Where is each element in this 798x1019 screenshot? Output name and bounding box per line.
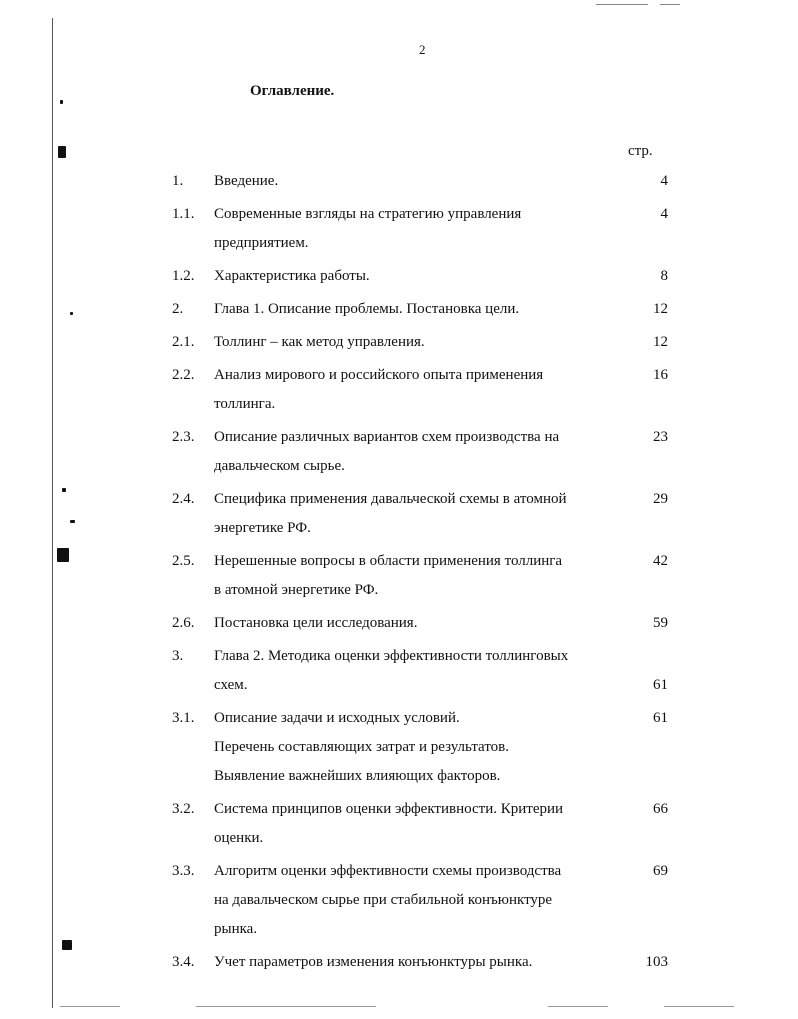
- toc-entry-number: 2.6.: [172, 615, 195, 631]
- toc-entry-page-column: [620, 361, 668, 390]
- toc-entry-page-column: [620, 857, 668, 886]
- scan-speck: [70, 520, 75, 523]
- toc-entry-title-line: Специфика применения давальческой схемы в атомной: [214, 491, 567, 507]
- toc-entry-title-line: Перечень составляющих затрат и результатов.: [214, 739, 510, 755]
- toc-entry-number: 2.2.: [172, 367, 195, 383]
- toc-entry-title-line: Выявление важнейших влияющих факторов.: [214, 768, 501, 784]
- toc-entry: [172, 423, 668, 481]
- toc-entry-number: 1.: [172, 173, 184, 189]
- toc-entry-title-line: рынка.: [214, 921, 258, 937]
- toc-entry: [172, 609, 668, 638]
- toc-entry-title-line: в атомной энергетике РФ.: [214, 582, 379, 598]
- toc-entry-page-column: [620, 795, 668, 824]
- toc-entry-page: 61: [653, 677, 668, 693]
- toc-entry: [172, 642, 668, 700]
- toc-entry-title-line: Описание различных вариантов схем производства на: [214, 429, 560, 445]
- toc-entry-page: 66: [653, 801, 668, 817]
- toc-entry-number: 3.4.: [172, 954, 195, 970]
- toc-entry-number: 3.: [172, 648, 184, 664]
- toc-entry-number: 1.1.: [172, 206, 195, 222]
- toc-entry: [172, 547, 668, 605]
- toc-entry-number: 3.3.: [172, 863, 195, 879]
- toc-entry-title: [214, 857, 620, 944]
- toc-entry-title-line: Толлинг – как метод управления.: [214, 334, 425, 350]
- toc-entry: [172, 200, 668, 258]
- scan-speck: [58, 146, 66, 158]
- toc-entry-title-line: давальческом сырье.: [214, 458, 345, 474]
- toc-entry-number: 3.1.: [172, 710, 195, 726]
- toc-entry-page: 103: [645, 954, 668, 970]
- toc-entry: [172, 328, 668, 357]
- table-of-contents: [172, 167, 668, 981]
- toc-entry-page-column: [620, 609, 668, 638]
- toc-entry-page: [620, 642, 668, 671]
- toc-entry-title: [214, 948, 620, 977]
- toc-entry-title: [214, 200, 620, 258]
- toc-entry-page-column: [620, 262, 668, 291]
- toc-entry-page: 12: [653, 334, 668, 350]
- toc-entry-title-line: оценки.: [214, 830, 264, 846]
- toc-entry-page-column: [620, 948, 668, 977]
- toc-entry-page-column: [620, 295, 668, 324]
- scan-edge-line-bottom: [548, 1006, 608, 1007]
- scan-speck: [70, 312, 73, 315]
- toc-entry-page: 8: [660, 268, 668, 284]
- toc-entry-page: 23: [653, 429, 668, 445]
- toc-entry-title: [214, 295, 620, 324]
- toc-entry: [172, 262, 668, 291]
- toc-entry-title: [214, 642, 620, 700]
- toc-entry-title: [214, 609, 620, 638]
- toc-entry-title-line: Введение.: [214, 173, 279, 189]
- scan-edge-line-bottom: [196, 1006, 376, 1007]
- toc-entry-page-column: [620, 167, 668, 196]
- toc-entry-title-line: Описание задачи и исходных условий.: [214, 710, 460, 726]
- toc-entry-page: 61: [653, 710, 668, 726]
- scan-edge-line-top: [596, 4, 648, 5]
- toc-entry-title: [214, 485, 620, 543]
- toc-entry-page-column: [620, 485, 668, 514]
- toc-entry-title-line: Глава 2. Методика оценки эффективности толлинговых: [214, 648, 569, 664]
- toc-entry-title-line: толлинга.: [214, 396, 276, 412]
- toc-entry-title-line: Учет параметров изменения конъюнктуры рынка.: [214, 954, 533, 970]
- toc-entry-title-line: Система принципов оценки эффективности. Критерии: [214, 801, 564, 817]
- toc-entry: [172, 295, 668, 324]
- toc-entry-number: 2.1.: [172, 334, 195, 350]
- toc-entry-page-column: [620, 642, 668, 700]
- toc-entry-number: 2.5.: [172, 553, 195, 569]
- toc-entry-page: 12: [653, 301, 668, 317]
- scan-edge-line-bottom: [60, 1006, 120, 1007]
- toc-entry: [172, 361, 668, 419]
- toc-entry-title: [214, 262, 620, 291]
- toc-entry-title: [214, 328, 620, 357]
- toc-entry-page-column: [620, 200, 668, 229]
- toc-entry-page-column: [620, 423, 668, 452]
- toc-entry-page: 69: [653, 863, 668, 879]
- toc-entry-title-line: Алгоритм оценки эффективности схемы производства: [214, 863, 562, 879]
- toc-entry-page: 29: [653, 491, 668, 507]
- scan-speck: [62, 488, 66, 492]
- toc-entry-page: 4: [660, 206, 668, 222]
- scan-speck: [62, 940, 72, 950]
- toc-entry-number: 3.2.: [172, 801, 195, 817]
- toc-entry-title: [214, 704, 620, 791]
- toc-entry-number: 1.2.: [172, 268, 195, 284]
- toc-entry-page-column: [620, 704, 668, 733]
- toc-entry-page: 42: [653, 553, 668, 569]
- scan-edge-line-top: [660, 4, 680, 5]
- toc-entry-title: [214, 423, 620, 481]
- toc-entry-page: 4: [660, 173, 668, 189]
- toc-entry-title-line: Нерешенные вопросы в области применения толлинга: [214, 553, 563, 569]
- toc-entry-title-line: Характеристика работы.: [214, 268, 370, 284]
- toc-entry-page-column: [620, 547, 668, 576]
- toc-entry-title-line: предприятием.: [214, 235, 309, 251]
- toc-entry-title-line: Анализ мирового и российского опыта применения: [214, 367, 544, 383]
- toc-entry-title-line: Современные взгляды на стратегию управления: [214, 206, 522, 222]
- toc-entry: [172, 704, 668, 791]
- toc-entry: [172, 948, 668, 977]
- toc-entry-title: [214, 167, 620, 196]
- toc-entry: [172, 167, 668, 196]
- toc-entry: [172, 485, 668, 543]
- toc-entry-title: [214, 795, 620, 853]
- toc-title: Оглавление.: [250, 83, 335, 99]
- toc-entry-title-line: энергетике РФ.: [214, 520, 311, 536]
- toc-entry: [172, 795, 668, 853]
- toc-entry-title: [214, 361, 620, 419]
- toc-entry-title-line: схем.: [214, 677, 248, 693]
- toc-entry-page-column: [620, 328, 668, 357]
- toc-entry-title: [214, 547, 620, 605]
- scan-speck: [60, 100, 63, 104]
- toc-entry-number: 2.4.: [172, 491, 195, 507]
- toc-entry-page: 16: [653, 367, 668, 383]
- toc-entry-title-line: на давальческом сырье при стабильной конъюнктуре: [214, 892, 553, 908]
- scan-edge-line-bottom: [664, 1006, 734, 1007]
- toc-entry-number: 2.3.: [172, 429, 195, 445]
- scan-speck: [57, 548, 69, 562]
- toc-entry: [172, 857, 668, 944]
- toc-entry-page: 59: [653, 615, 668, 631]
- page-column-header: стр.: [628, 143, 653, 159]
- page-number: 2: [419, 42, 426, 57]
- toc-entry-number: 2.: [172, 301, 184, 317]
- toc-entry-title-line: Глава 1. Описание проблемы. Постановка цели.: [214, 301, 520, 317]
- toc-entry-title-line: Постановка цели исследования.: [214, 615, 418, 631]
- scan-margin-line: [52, 18, 53, 1008]
